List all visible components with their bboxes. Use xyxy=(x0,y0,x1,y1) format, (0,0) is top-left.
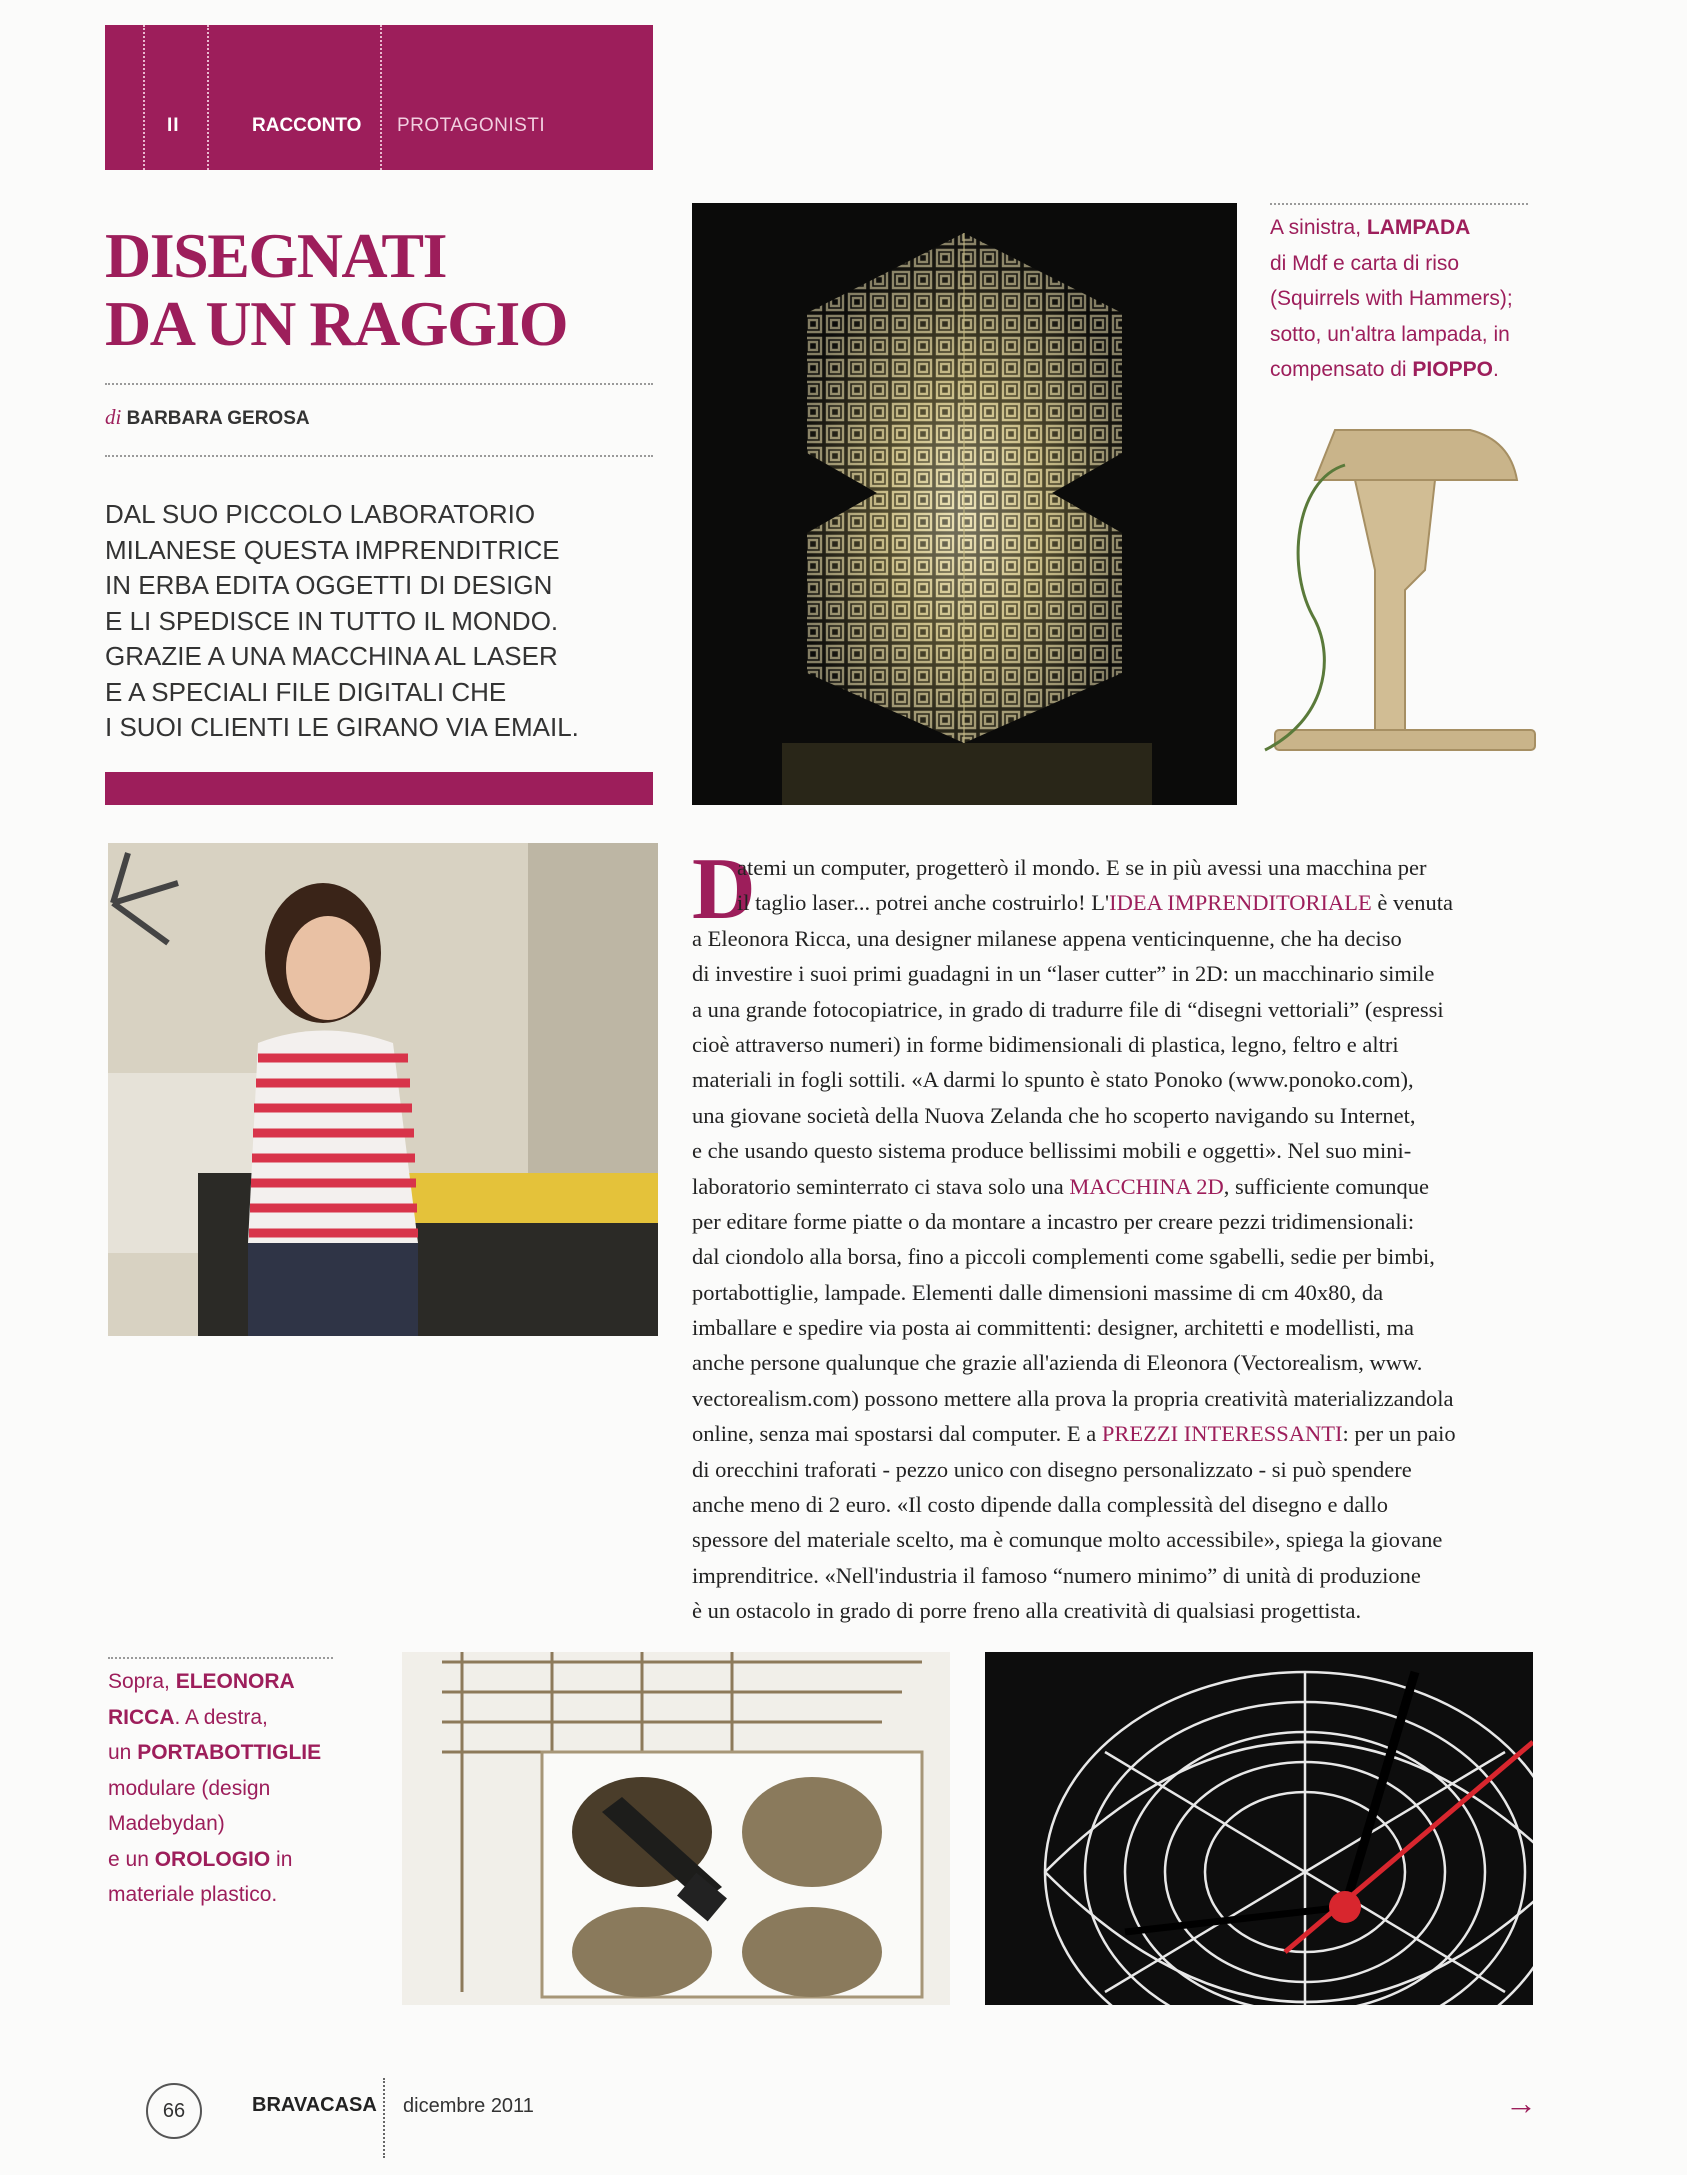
caption-text: (Squirrels with Hammers); xyxy=(1270,287,1513,310)
portrait-photo xyxy=(108,843,658,1336)
caption-text: Madebydan) xyxy=(108,1812,225,1835)
body-line: di investire i suoi primi guadagni in un “laser cutter” in 2D: un macchinario simile xyxy=(692,961,1435,987)
divider xyxy=(105,455,653,457)
body-line: spessore del materiale scelto, ma è comunque molto accessibile», spiega la giovane xyxy=(692,1527,1443,1553)
body-text: è venuta xyxy=(1371,890,1453,916)
caption-divider xyxy=(108,1657,333,1659)
body-line: è un ostacolo in grado di porre freno alla creatività di qualsiasi progettista. xyxy=(692,1598,1362,1624)
body-line: anche meno di 2 euro. «Il costo dipende dalla complessità del disegno e dallo xyxy=(692,1492,1389,1518)
caption-text: materiale plastico. xyxy=(108,1883,278,1906)
body-line xyxy=(692,1169,1547,1204)
body-line: per editare forme piatte o da montare a incastro per creare pezzi tridimensionali: xyxy=(692,1208,1415,1234)
caption-bottom xyxy=(108,1664,321,1913)
header-divider xyxy=(207,25,209,170)
body-text: : per un paio xyxy=(1342,1421,1456,1447)
body-line: portabottiglie, lampade. Elementi dalle dimensioni massime di cm 40x80, da xyxy=(692,1279,1384,1305)
drop-cap: D xyxy=(692,841,756,938)
footer-divider xyxy=(383,2078,385,2158)
caption-text: . xyxy=(1492,358,1499,381)
caption-top xyxy=(1270,210,1513,388)
header-divider xyxy=(143,25,145,170)
body-line: materiali in fogli sottili. «A darmi lo spunto è stato Ponoko (www.ponoko.com), xyxy=(692,1067,1414,1093)
lead-line: GRAZIE A UNA MACCHINA AL LASER xyxy=(105,641,558,671)
lamp-photo xyxy=(692,203,1237,805)
caption-text: modulare (design xyxy=(108,1776,271,1800)
body-line: cioè attraverso numeri) in forme bidimensionali di plastica, legno, feltro e altri xyxy=(692,1031,1399,1057)
caption-text: . A destra, xyxy=(174,1705,268,1729)
byline-author: BARBARA GEROSA xyxy=(126,408,310,429)
article-title xyxy=(105,222,665,358)
lead-line: E LI SPEDISCE IN TUTTO IL MONDO. xyxy=(105,605,559,636)
body-line: dal ciondolo alla borsa, fino a piccoli complementi come sgabelli, sedie per bimbi, xyxy=(692,1244,1435,1270)
page-number: 66 xyxy=(146,2083,202,2139)
caption-highlight: ELEONORA xyxy=(175,1670,295,1693)
caption-highlight: PORTABOTTIGLIE xyxy=(137,1741,322,1764)
caption-text: compensato di xyxy=(1270,358,1413,381)
body-text: online, senza mai spostarsi dal computer. E a xyxy=(692,1421,1102,1447)
section-label: RACCONTO xyxy=(252,115,362,136)
divider xyxy=(105,383,653,385)
lead-line: MILANESE QUESTA IMPRENDITRICE xyxy=(105,534,560,565)
title-line: DISEGNATI xyxy=(105,220,446,291)
caption-highlight: OROLOGIO xyxy=(154,1847,271,1871)
body-highlight: IDEA IMPRENDITORIALE xyxy=(1109,890,1372,916)
issue-date: dicembre 2011 xyxy=(403,2095,534,2117)
byline-prefix: di xyxy=(105,405,122,429)
body-line xyxy=(692,1416,1547,1451)
body-line: a Eleonora Ricca, una designer milanese appena venticinquenne, che ha deciso xyxy=(692,925,1402,951)
caption-text: sotto, un'altra lampada, in xyxy=(1270,322,1510,346)
body-line: imprenditrice. «Nell'industria il famoso “numero minimo” di unità di produzione xyxy=(692,1562,1421,1588)
caption-text: in xyxy=(270,1847,293,1871)
body-line: e che usando questo sistema produce bellissimi mobili e oggetti». Nel suo mini- xyxy=(692,1138,1412,1164)
next-page-arrow-icon[interactable]: → xyxy=(1505,2085,1537,2121)
section-header-band xyxy=(105,25,653,170)
wine-rack-photo xyxy=(402,1652,950,2005)
body-line: a una grande fotocopiatrice, in grado di tradurre file di “disegni vettoriali” (espressi xyxy=(692,996,1444,1022)
lead-line: DAL SUO PICCOLO LABORATORIO xyxy=(105,499,536,529)
article-body xyxy=(692,841,1547,1629)
body-line xyxy=(692,885,1547,920)
accent-bar xyxy=(105,772,653,805)
body-line: imballare e spedire via posta ai committenti: designer, architetti e modellisti, ma xyxy=(692,1315,1414,1341)
caption-highlight: LAMPADA xyxy=(1366,216,1471,239)
caption-text: di Mdf e carta di riso xyxy=(1270,251,1460,275)
caption-highlight: RICCA xyxy=(108,1705,175,1729)
caption-text: un xyxy=(108,1741,138,1764)
title-line: DA UN RAGGIO xyxy=(105,288,568,359)
header-divider xyxy=(380,25,382,170)
section-number: II xyxy=(167,115,180,136)
body-line: atemi un computer, progetterò il mondo. E se in più avessi una macchina per xyxy=(737,855,1427,880)
body-line: una giovane società della Nuova Zelanda che ho scoperto navigando su Internet, xyxy=(692,1102,1416,1128)
lead-line: IN ERBA EDITA OGGETTI DI DESIGN xyxy=(105,570,553,600)
body-line: di orecchini traforati - pezzo unico con disegno personalizzato - si può spendere xyxy=(692,1456,1412,1482)
clock-photo xyxy=(985,1652,1533,2005)
body-line: vectorealism.com) possono mettere alla prova la propria creatività materializzandola xyxy=(692,1385,1454,1411)
lead-paragraph xyxy=(105,497,665,746)
body-text: laboratorio seminterrato ci stava solo una xyxy=(692,1173,1070,1199)
caption-text: e un xyxy=(108,1847,155,1871)
caption-highlight: PIOPPO xyxy=(1412,358,1493,381)
body-line: anche persone qualunque che grazie all'azienda di Eleonora (Vectorealism, www. xyxy=(692,1350,1423,1376)
body-highlight: PREZZI INTERESSANTI xyxy=(1101,1421,1343,1447)
wooden-lamp-photo xyxy=(1255,420,1555,805)
body-text: , sufficiente comunque xyxy=(1223,1173,1429,1199)
body-highlight: MACCHINA 2D xyxy=(1069,1173,1224,1199)
body-text: il taglio laser... potrei anche costruirlo! L' xyxy=(737,890,1110,916)
magazine-brand: BRAVACASA xyxy=(252,2094,377,2116)
subsection-label: PROTAGONISTI xyxy=(397,115,546,136)
lead-line: E A SPECIALI FILE DIGITALI CHE xyxy=(105,676,507,707)
byline xyxy=(105,405,310,430)
caption-text: A sinistra, xyxy=(1270,216,1367,239)
caption-text: Sopra, xyxy=(108,1670,176,1693)
caption-divider xyxy=(1270,203,1528,205)
lead-line: I SUOI CLIENTI LE GIRANO VIA EMAIL. xyxy=(105,712,579,742)
